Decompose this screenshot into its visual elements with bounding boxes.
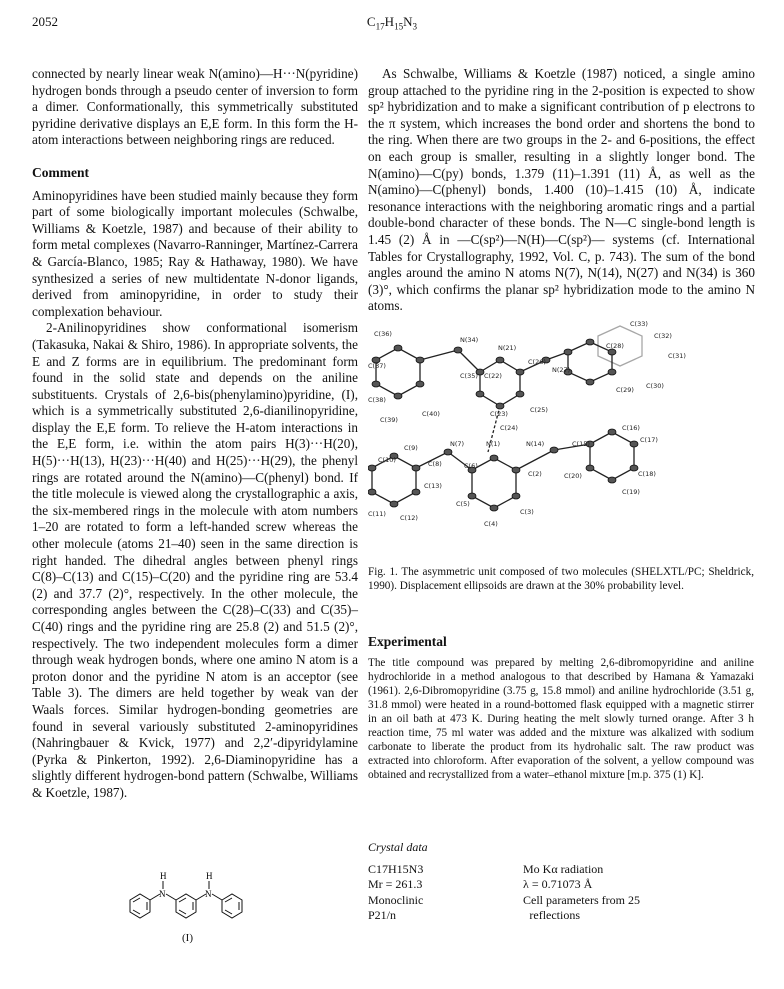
label-n14: N(14): [526, 440, 545, 448]
label-c22: C(22): [484, 372, 502, 380]
crystal-system: Monoclinic: [368, 892, 424, 907]
label-c25: C(25): [530, 406, 548, 414]
structure-label: (I): [182, 932, 193, 944]
structure-n2: N: [205, 889, 212, 899]
label-c15: C(15): [572, 440, 590, 448]
label-c38: C(38): [368, 396, 386, 404]
label-c4: C(4): [484, 520, 498, 528]
label-c5: C(5): [456, 500, 470, 508]
label-c32: C(32): [654, 332, 672, 340]
comment-heading: Comment: [32, 164, 89, 180]
crystal-data-row: [368, 877, 754, 893]
label-n21: N(21): [498, 344, 517, 352]
running-header-formula: $C_{17}H_{15}N_3$: [366, 14, 418, 32]
crystal-data-row: [368, 862, 754, 878]
experimental-heading: Experimental: [368, 634, 447, 649]
label-c13: C(13): [424, 482, 442, 490]
crystal-formula: C17H15N3: [368, 861, 424, 876]
crystal-data-row: [368, 893, 754, 909]
structure-n1: N: [159, 889, 166, 899]
label-c11: C(11): [368, 510, 386, 518]
label-c39: C(39): [380, 416, 398, 424]
label-c40: C(40): [422, 410, 440, 418]
page-number: 2052: [32, 14, 58, 29]
label-c19: C(19): [622, 488, 640, 496]
crystal-data-section: [368, 840, 754, 924]
label-n34: N(34): [460, 336, 479, 344]
label-c9: C(9): [404, 444, 418, 452]
label-c35: C(35): [460, 372, 478, 380]
crystal-cell-params: Cell parameters from 25: [523, 892, 640, 907]
crystal-mr: Mr = 261.3: [368, 877, 423, 891]
label-c26: C(26): [528, 358, 546, 366]
label-c16: C(16): [622, 424, 640, 432]
structure-h1: H: [160, 871, 167, 881]
experimental-text: The title compound was prepared by melting 2,6-dibromopyridine and aniline hydrochloride in a method analogous to that described by Hamana & Yamazaki (1961). 2,6-Dibromopyridine (3.75 g, 15.8 mmol) and aniline hydrochloride (3.51 g, 31.8 mmol) were heated in a round-bottomed flask equipped with a magnetic stirrer in an oil bath at 473 K. During heating the melt slowly turned orange. After 3 h reaction time, 75 ml water was added and the mixture was alkalized with sodium carbonate to liberate the product from its hydrohalic salt. The raw product was extracted into chloroform. After evaporation of the solvent, a yellow compound was obtained and recrystallized from a water–ethanol mixture [m.p. 375 (1) K].: [368, 657, 754, 781]
label-c37: C(37): [368, 362, 386, 370]
label-c29: C(29): [616, 386, 634, 394]
structure-h2: H: [206, 871, 213, 881]
label-c28: C(28): [606, 342, 624, 350]
left-column: [32, 66, 358, 802]
crystal-radiation: Mo Kα radiation: [523, 861, 604, 876]
label-n7: N(7): [450, 440, 465, 448]
label-c30: C(30): [646, 382, 664, 390]
figure-caption: Fig. 1. The asymmetric unit composed of two molecules (SHELXTL/PC; Sheldrick, 1990). Displacement ellipsoids are drawn at the 30% probability level.: [368, 566, 754, 592]
right-column: [368, 66, 755, 315]
label-c20: C(20): [564, 472, 582, 480]
crystal-data-heading: Crystal data: [368, 840, 428, 854]
label-c3: C(3): [520, 508, 534, 516]
intro-paragraph: connected by nearly linear weak N(amino)—H···N(pyridine) hydrogen bonds through a pseudo center of inversion to form a dimer. Conformationally, this symmetrically substituted pyridine derivative displays an E,E form. In this form the H-atom interactions between neighboring rings are reduced.: [32, 66, 358, 148]
comment-paragraph-1: Aminopyridines have been studied mainly because they form part of some biologically important molecules (Schwalbe, Williams & Koetzle, 1987) and because of their ability to form metal complexes (Navarro-Ranninger, Martínez-Carrera & García-Blanco, 1985; Ray & Hathaway, 1980). We have synthesized a series of new multidentate N-donor ligands, derived from aminopyridine, in order to study their complexation behaviour.: [32, 187, 358, 319]
label-c18: C(18): [638, 470, 656, 478]
crystal-data-row: [368, 908, 754, 924]
label-c31: C(31): [668, 352, 686, 360]
label-c6: C(6): [464, 462, 478, 470]
crystal-space-group: P21/n: [368, 908, 397, 922]
label-c17: C(17): [640, 436, 658, 444]
label-c2: C(2): [528, 470, 542, 478]
right-paragraph-1: As Schwalbe, Williams & Koetzle (1987) noticed, a single amino group attached to the pyridine ring in the 2-position is expected to show sp² hybridization and to make a significant contribution of p electrons to the π system, which increases the bond order and shortens the bond to the ring. When there are two groups in the 2- and 6-positions, the effect on each group is smaller, resulting in a slightly longer bond. The N(amino)—C(py) bonds, 1.379 (11)–1.391 (11) Å, as well as the N(amino)—C(phenyl) bonds, 1.400 (10)–1.415 (10) Å, indicate resonance interactions with the neighboring aromatic rings and a partial double-bond character of these bonds. The N—C single-bond length is 1.45 (2) Å in —C(sp²)—N(H)—C(sp²)— systems (cf. International Tables for Crystallography, 1992, Vol. C, p. 743). The sum of the bond angles around the amino N atoms N(7), N(14), N(27) and N(34) is 360 (3)°, which confirms the planar sp² hybridization mode to the amino N atoms.: [368, 66, 755, 314]
experimental-section: [368, 634, 754, 782]
comment-paragraph-2: 2-Anilinopyridines show conformational isomerism (Takasuka, Nakai & Shiro, 1986). In appropriate solvents, the E and Z forms are in equilibrium. The predominant form found in the solid state and depends on the aniline substituents. Crystals of 2,6-bis(phenylamino)pyridine, (I), which is a symmetrically substituted 2,6-dianilinopyridine, display the E,E form. To relieve the H-atom interactions in the E,E form, i.e. within the atom pairs H(3)···H(20), H(5)···H(13), H(23)···H(40) and H(25)···H(29), the phenyl rings are rotated around the N(amino)—C(phenyl) bond. If the title molecule is viewed along the crystallographic a axis, the six-membered rings in the molecule with atom numbers 1–20 are rotated to form a left-handed screw whereas the other molecule (atoms 21–40) seen in the same direction is right handed. The dihedral angles between phenyl rings C(8)–C(13) and C(15)–C(20) and the pyridine ring are 53.4 (2) and 37.7 (2)°, respectively. In the other molecule, the corresponding angles between the C(28)–C(33) and C(35)–C(40) rings and the pyridine ring are 25.8 (2) and 51.5 (2)°, respectively. The two independent molecules form a dimer through weak hydrogen bonds, where one amino N atom is a proton donor and the pyridine N atom is an acceptor (see Table 3). The dimers are held together by weak van der Waals forces. Similar hydrogen-bonding geometries are found in several variously substituted 2-aminopyridines (Nahringbauer & Kvick, 1977) and 2,2′-dipyridylamine (Pyrka & Pinkerton, 1992). 2,6-Diaminopyridine has a slightly different hydrogen-bond pattern (Schwalbe, Williams & Koetzle, 1987).: [32, 320, 358, 800]
label-n1: N(1): [486, 440, 501, 448]
label-c23: C(23): [490, 410, 508, 418]
label-c33: C(33): [630, 320, 648, 328]
label-n27: N(27): [552, 366, 571, 374]
label-c8: C(8): [428, 460, 442, 468]
figure-1-molecule-diagram: [368, 320, 758, 568]
label-c36: C(36): [374, 330, 392, 338]
crystal-wavelength: λ = 0.71073 Å: [523, 877, 593, 891]
label-c24: C(24): [500, 424, 518, 432]
label-c10: C(10): [378, 456, 396, 464]
chemical-structure: [120, 845, 280, 935]
label-c12: C(12): [400, 514, 418, 522]
crystal-reflections: reflections: [529, 908, 581, 922]
